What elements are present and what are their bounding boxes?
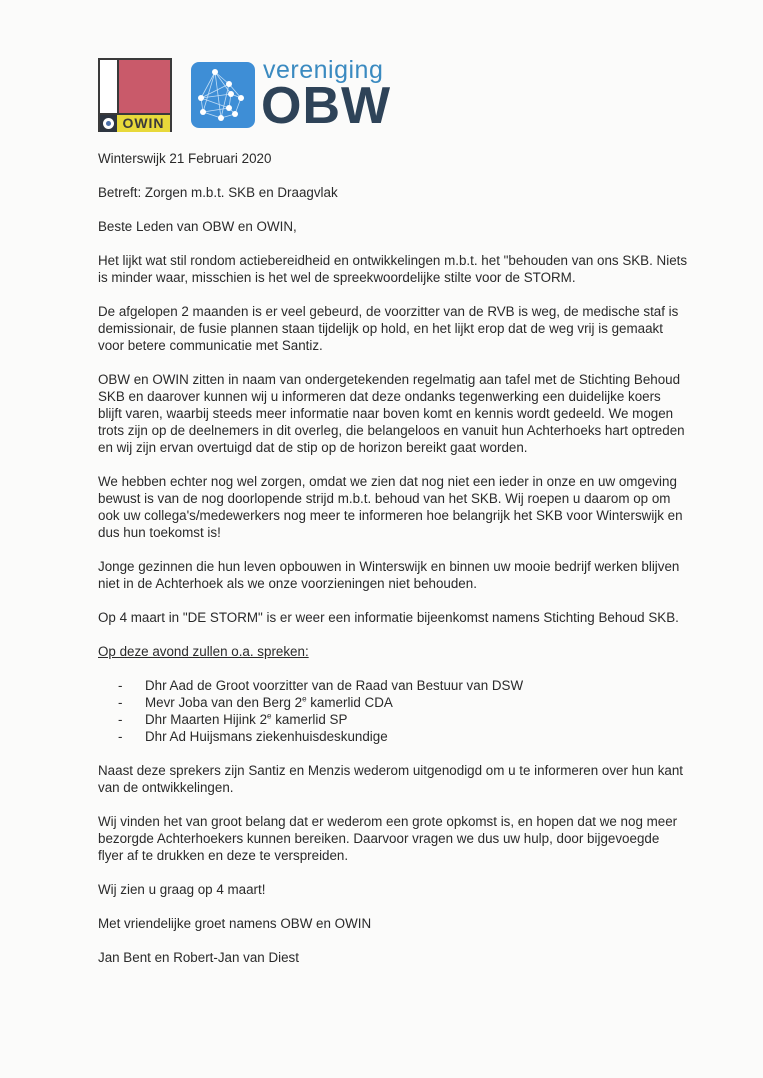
place-date: Winterswijk 21 Februari 2020 bbox=[98, 151, 272, 166]
owin-logo-red-block bbox=[119, 60, 170, 113]
owin-logo-white-block bbox=[100, 60, 119, 113]
paragraph: We hebben echter nog wel zorgen, omdat we zien dat nog niet een ieder in onze en uw omgeving bewust is van de nog doorlopende strijd m.b.t. behoud van het SKB. Wij roepen u daarom op om ook uw collega's/medewerkers nog meer te informeren hoe belangrijk het SKB voor Winterswijk en dus hun toekomst is! bbox=[98, 474, 683, 540]
speaker-text: Dhr Aad de Groot voorzitter van de Raad van Bestuur van DSW bbox=[145, 678, 524, 693]
closing: Met vriendelijke groet namens OBW en OWIN bbox=[98, 916, 372, 931]
subject-line: Betreft: Zorgen m.b.t. SKB en Draagvlak bbox=[98, 185, 338, 200]
speaker-item bbox=[118, 677, 688, 694]
speaker-item bbox=[118, 711, 688, 728]
network-graph-icon bbox=[191, 62, 255, 128]
obw-logo-prefix: vereniging bbox=[263, 56, 384, 84]
paragraph: Het lijkt wat stil rondom actiebereidheid en ontwikkelingen m.b.t. het "behouden van ons SKB. Niets is minder waar, misschien is het wel de spreekwoordelijke stilte voor de STORM. bbox=[98, 253, 688, 285]
paragraph: De afgelopen 2 maanden is er veel gebeurd, de voorzitter van de RVB is weg, de medische staf is demissionair, de fusie plannen staan tijdelijk op hold, en het lijkt erop dat de weg vrij is gemaakt voor betere communicatie met Santiz. bbox=[98, 304, 679, 353]
paragraph: Op 4 maart in "DE STORM" is er weer een informatie bijeenkomst namens Stichting Behoud SKB. bbox=[98, 610, 679, 625]
owin-circle-icon bbox=[103, 118, 114, 129]
paragraph: Wij vinden het van groot belang dat er wederom een grote opkomst is, en hopen dat we nog meer bezorgde Achterhoekers kunnen bereiken. Daarvoor vragen we dus uw hulp, door bijgevoegde flyer af te drukken en deze te verspreiden. bbox=[98, 814, 678, 863]
paragraph: OBW en OWIN zitten in naam van ondergetekenden regelmatig aan tafel met de Stichting Behoud SKB en daarover kunnen wij u informeren dat deze ondanks tegenwerking een duidelijke koers blijft varen, waarbij steeds meer informatie naar boven komt en kennis wordt gedeeld. We mogen trots zijn op de deelnemers in dit overleg, die belangeloos en vanuit hun Achterhoeks hart optreden en wij zijn ervan overtuigd dat de stip op de horizon bereikt gaat worden. bbox=[98, 372, 685, 455]
obw-logo-name: OBW bbox=[261, 77, 392, 135]
speaker-text: Dhr Maarten Hijink 2 bbox=[145, 712, 268, 727]
speakers-heading: Op deze avond zullen o.a. spreken: bbox=[98, 644, 309, 659]
letterhead-logos bbox=[98, 56, 418, 135]
speaker-text: Mevr Joba van den Berg 2 bbox=[145, 695, 303, 710]
paragraph: Wij zien u graag op 4 maart! bbox=[98, 882, 266, 897]
owin-logo-bottom-bar bbox=[100, 113, 170, 132]
paragraph: Jonge gezinnen die hun leven opbouwen in Winterswijk en binnen uw mooie bedrijf werken blijven niet in de Achterhoek als we onze voorzieningen niet behouden. bbox=[98, 559, 680, 591]
list-dash: - bbox=[118, 729, 123, 744]
list-dash: - bbox=[118, 678, 123, 693]
speaker-text-suffix: kamerlid CDA bbox=[306, 695, 393, 710]
signatories: Jan Bent en Robert-Jan van Diest bbox=[98, 950, 299, 965]
speakers-list bbox=[118, 677, 688, 745]
ordinal-superscript: e bbox=[302, 694, 307, 704]
letter-body bbox=[98, 150, 688, 983]
owin-logo bbox=[98, 58, 172, 132]
list-dash: - bbox=[118, 695, 123, 710]
owin-circle-dot bbox=[106, 121, 111, 126]
speaker-text: Dhr Ad Huijsmans ziekenhuisdeskundige bbox=[145, 729, 388, 744]
network-icon bbox=[191, 62, 255, 128]
salutation: Beste Leden van OBW en OWIN, bbox=[98, 219, 297, 234]
speaker-item bbox=[118, 694, 688, 711]
speaker-item bbox=[118, 728, 688, 745]
paragraph: Naast deze sprekers zijn Santiz en Menzis wederom uitgenodigd om u te informeren over hun kant van de ontwikkelingen. bbox=[98, 763, 684, 795]
ordinal-superscript: e bbox=[267, 711, 272, 721]
speaker-text-suffix: kamerlid SP bbox=[271, 712, 348, 727]
owin-logo-circle-box bbox=[100, 115, 117, 132]
list-dash: - bbox=[118, 712, 123, 727]
owin-logo-text: OWIN bbox=[117, 115, 170, 132]
